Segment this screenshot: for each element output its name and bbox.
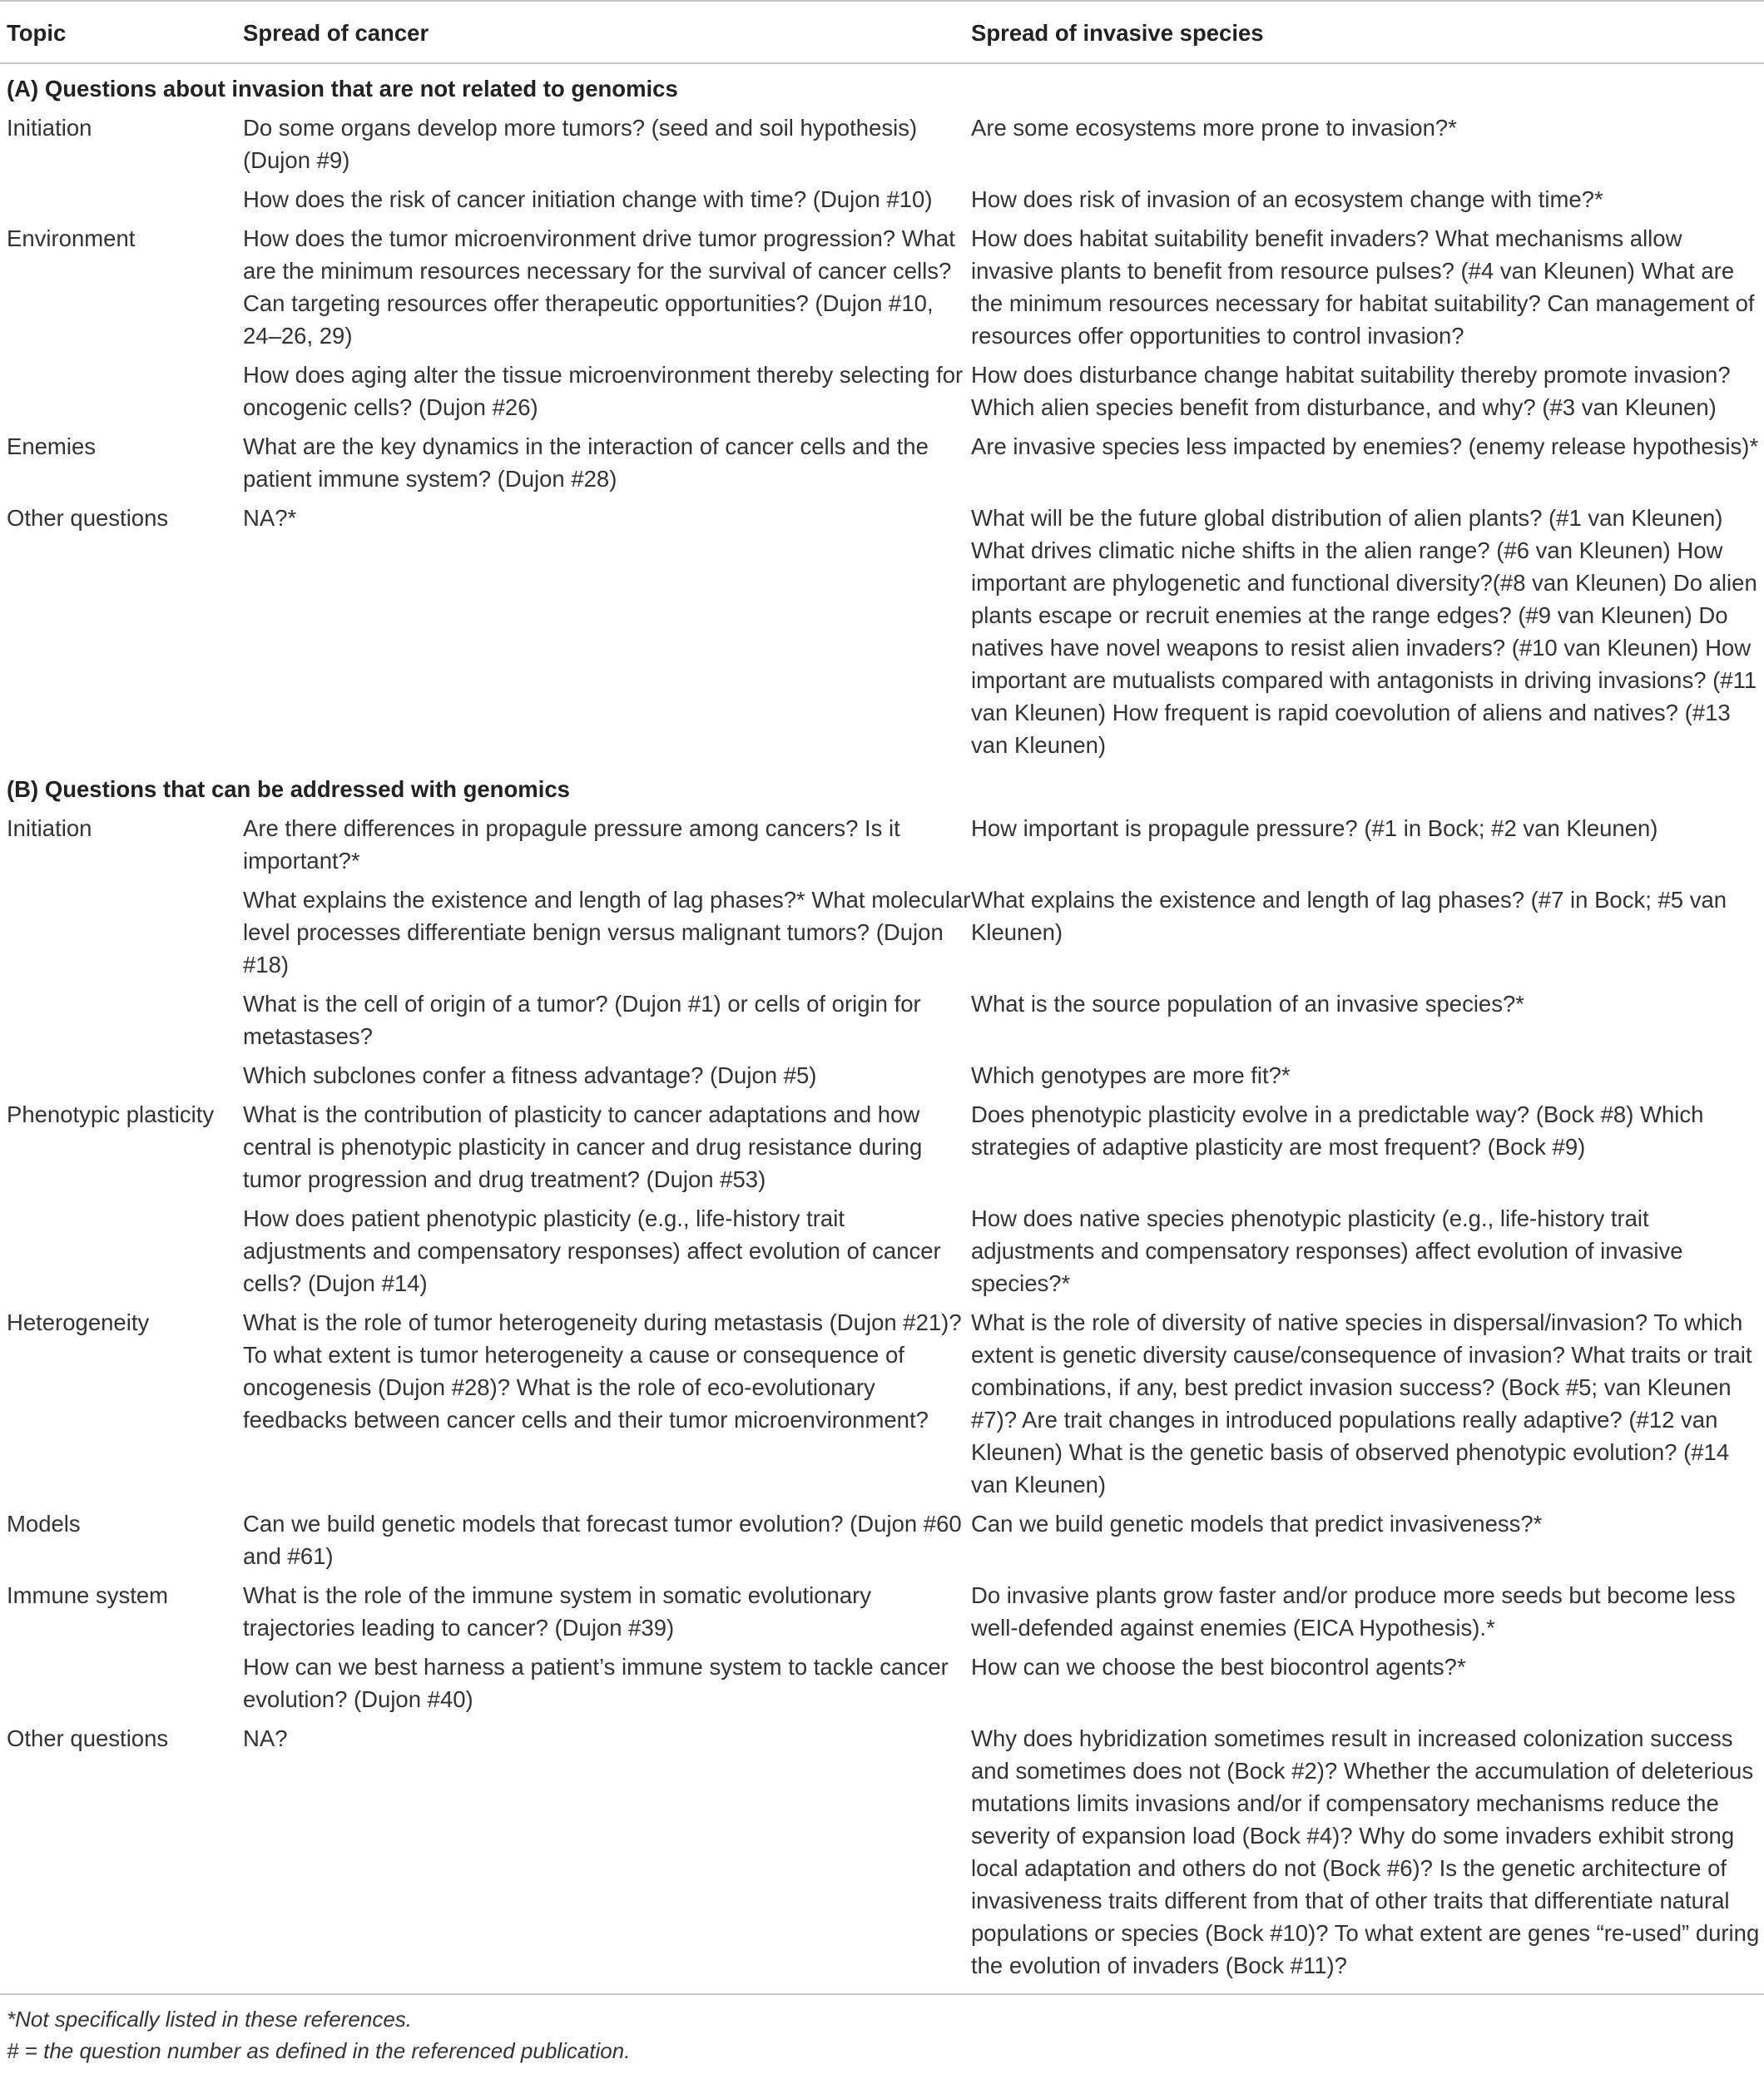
row-cancer: NA?* xyxy=(243,505,297,531)
section-b-title: (B) Questions that can be addressed with genomics xyxy=(7,776,570,802)
header-invasive: Spread of invasive species xyxy=(971,1,1764,63)
row-cancer: How does patient phenotypic plasticity (e.g., life-history trait adjustments and compensatory responses) affect evolution of cancer cells? (Dujon #14) xyxy=(243,1205,941,1296)
table-row xyxy=(0,108,1764,180)
row-topic: Models xyxy=(7,1511,81,1537)
table-row xyxy=(0,180,1764,219)
row-topic: Enemies xyxy=(7,433,96,459)
row-cancer: Which subclones confer a fitness advantage? (Dujon #5) xyxy=(243,1062,817,1088)
row-invasive: How important is propagule pressure? (#1 in Bock; #2 van Kleunen) xyxy=(971,815,1658,841)
row-invasive: What is the role of diversity of native species in dispersal/invasion? To which extent is genetic diversity cause/consequence of invasion? What traits or trait combinations, if any, best predict invasion success? (Bock #5; van Kleunen #7)? Are trait changes in introduced populations really adaptive? (#12 van Kleunen) What is the genetic basis of observed phenotypic evolution? (#14 van Kleunen) xyxy=(971,1309,1752,1497)
table-row xyxy=(0,427,1764,498)
row-invasive: Why does hybridization sometimes result in increased colonization success and sometimes does not (Bock #2)? Whether the accumulation of deleterious mutations limits invasions and/or if compensatory mechanisms reduce the severity of expansion load (Bock #4)? Why do some invaders exhibit strong local adaptation and others do not (Bock #6)? Is the genetic architecture of invasiveness traits different from that of other traits that differentiate natural populations or species (Bock #10)? To what extent are genes “re-used” during the evolution of invaders (Bock #11)? xyxy=(971,1719,1764,1994)
table-row xyxy=(0,809,1764,880)
section-a-title: (A) Questions about invasion that are not related to genomics xyxy=(7,76,678,101)
row-topic: Environment xyxy=(7,225,136,251)
row-cancer: How does the risk of cancer initiation change with time? (Dujon #10) xyxy=(243,186,933,212)
table-row xyxy=(0,219,1764,355)
footnote-asterisk: *Not specifically listed in these references. xyxy=(7,2007,413,2032)
table-footnotes xyxy=(7,2003,630,2067)
row-topic xyxy=(0,1056,243,1095)
row-cancer: What explains the existence and length of lag phases?* What molecular level processes differentiate benign versus malignant tumors? (Dujon #18) xyxy=(243,887,971,978)
section-b-heading-row xyxy=(0,765,1764,809)
row-invasive: Are some ecosystems more prone to invasion?* xyxy=(971,115,1457,141)
row-cancer: What is the role of the immune system in somatic evolutionary trajectories leading to cancer? (Dujon #39) xyxy=(243,1582,872,1641)
table-row xyxy=(0,1199,1764,1303)
row-invasive: Can we build genetic models that predict invasiveness?* xyxy=(971,1511,1543,1537)
row-topic: Other questions xyxy=(0,1719,243,1994)
row-invasive: Does phenotypic plasticity evolve in a predictable way? (Bock #8) Which strategies of adaptive plasticity are most frequent? (Bock #9) xyxy=(971,1101,1704,1160)
row-invasive: What is the source population of an invasive species?* xyxy=(971,991,1524,1017)
table-header-row xyxy=(0,1,1764,63)
row-invasive: Do invasive plants grow faster and/or produce more seeds but become less well-defended against enemies (EICA Hypothesis).* xyxy=(971,1582,1736,1641)
row-topic xyxy=(0,880,243,984)
row-topic xyxy=(0,355,243,427)
row-topic xyxy=(0,984,243,1056)
header-cancer: Spread of cancer xyxy=(243,1,971,63)
table-row xyxy=(0,1647,1764,1719)
header-topic: Topic xyxy=(0,1,243,63)
row-invasive: How does disturbance change habitat suitability thereby promote invasion? Which alien species benefit from disturbance, and why? (#3 van Kleunen) xyxy=(971,362,1731,420)
row-cancer: What is the role of tumor heterogeneity during metastasis (Dujon #21)? To what extent is tumor heterogeneity a cause or consequence of oncogenesis (Dujon #28)? What is the role of eco-evolutionary feedbacks between cancer cells and their tumor microenvironment? xyxy=(243,1309,962,1433)
row-topic xyxy=(0,1199,243,1303)
footnote-hash: # = the question number as defined in the referenced publication. xyxy=(7,2038,631,2063)
row-invasive: Are invasive species less impacted by enemies? (enemy release hypothesis)* xyxy=(971,433,1759,459)
row-topic: Immune system xyxy=(7,1582,169,1608)
row-topic xyxy=(0,1647,243,1719)
row-topic: Phenotypic plasticity xyxy=(7,1101,215,1127)
row-invasive: How does native species phenotypic plasticity (e.g., life-history trait adjustments and compensatory responses) affect evolution of invasive species?* xyxy=(971,1205,1683,1296)
row-invasive: How can we choose the best biocontrol agents?* xyxy=(971,1654,1466,1680)
row-cancer: NA? xyxy=(243,1719,971,1994)
table-row xyxy=(0,984,1764,1056)
row-cancer: How does aging alter the tissue microenvironment thereby selecting for oncogenic cells? (Dujon #26) xyxy=(243,362,964,420)
row-invasive: What explains the existence and length of lag phases? (#7 in Bock; #5 van Kleunen) xyxy=(971,887,1727,945)
row-cancer: How does the tumor microenvironment drive tumor progression? What are the minimum resources necessary for the survival of cancer cells? Can targeting resources offer therapeutic opportunities? (Dujon #10, 24–26, 29) xyxy=(243,225,955,349)
row-topic: Initiation xyxy=(7,115,92,141)
table-row xyxy=(0,1056,1764,1095)
row-cancer: What are the key dynamics in the interaction of cancer cells and the patient immune system? (Dujon #28) xyxy=(243,433,929,492)
row-cancer: Are there differences in propagule pressure among cancers? Is it important?* xyxy=(243,815,900,874)
row-cancer: How can we best harness a patient’s immune system to tackle cancer evolution? (Dujon #40) xyxy=(243,1654,949,1712)
table-row xyxy=(0,1095,1764,1199)
row-invasive: How does habitat suitability benefit invaders? What mechanisms allow invasive plants to benefit from resource pulses? (#4 van Kleunen) What are the minimum resources necessary for habitat suitability? Can management of resources offer opportunities to control invasion? xyxy=(971,225,1755,349)
row-topic: Initiation xyxy=(7,815,92,841)
table-row xyxy=(0,1504,1764,1576)
row-topic: Other questions xyxy=(7,505,169,531)
table-row xyxy=(0,880,1764,984)
row-cancer: What is the cell of origin of a tumor? (Dujon #1) or cells of origin for metastases? xyxy=(243,991,921,1049)
table-row xyxy=(0,1576,1764,1647)
row-cancer: What is the contribution of plasticity to cancer adaptations and how central is phenotypic plasticity in cancer and drug resistance during tumor progression and drug treatment? (Dujon #53) xyxy=(243,1101,923,1192)
row-invasive: What will be the future global distribution of alien plants? (#1 van Kleunen) What drives climatic niche shifts in the alien range? (#6 van Kleunen) How important are phylogenetic and functional diversity?(#8 van Kleunen) Do alien plants escape or recruit enemies at the range edges? (#9 van Kleunen) Do natives have novel weapons to resist alien invaders? (#10 van Kleunen) How important are mutualists compared with antagonists in driving invasions? (#11 van Kleunen) How frequent is rapid coevolution of aliens and natives? (#13 van Kleunen) xyxy=(971,505,1757,758)
table-row xyxy=(0,355,1764,427)
row-topic xyxy=(0,180,243,219)
table-row xyxy=(0,1719,1764,1994)
row-invasive: How does risk of invasion of an ecosystem change with time?* xyxy=(971,186,1603,212)
table-row xyxy=(0,498,1764,765)
row-invasive: Which genotypes are more fit?* xyxy=(971,1062,1291,1088)
row-cancer: Can we build genetic models that forecast tumor evolution? (Dujon #60 and #61) xyxy=(243,1511,962,1569)
section-a-heading-row xyxy=(0,63,1764,108)
table-row xyxy=(0,1303,1764,1504)
row-topic: Heterogeneity xyxy=(7,1309,150,1335)
row-cancer: Do some organs develop more tumors? (seed and soil hypothesis) (Dujon #9) xyxy=(243,115,918,173)
